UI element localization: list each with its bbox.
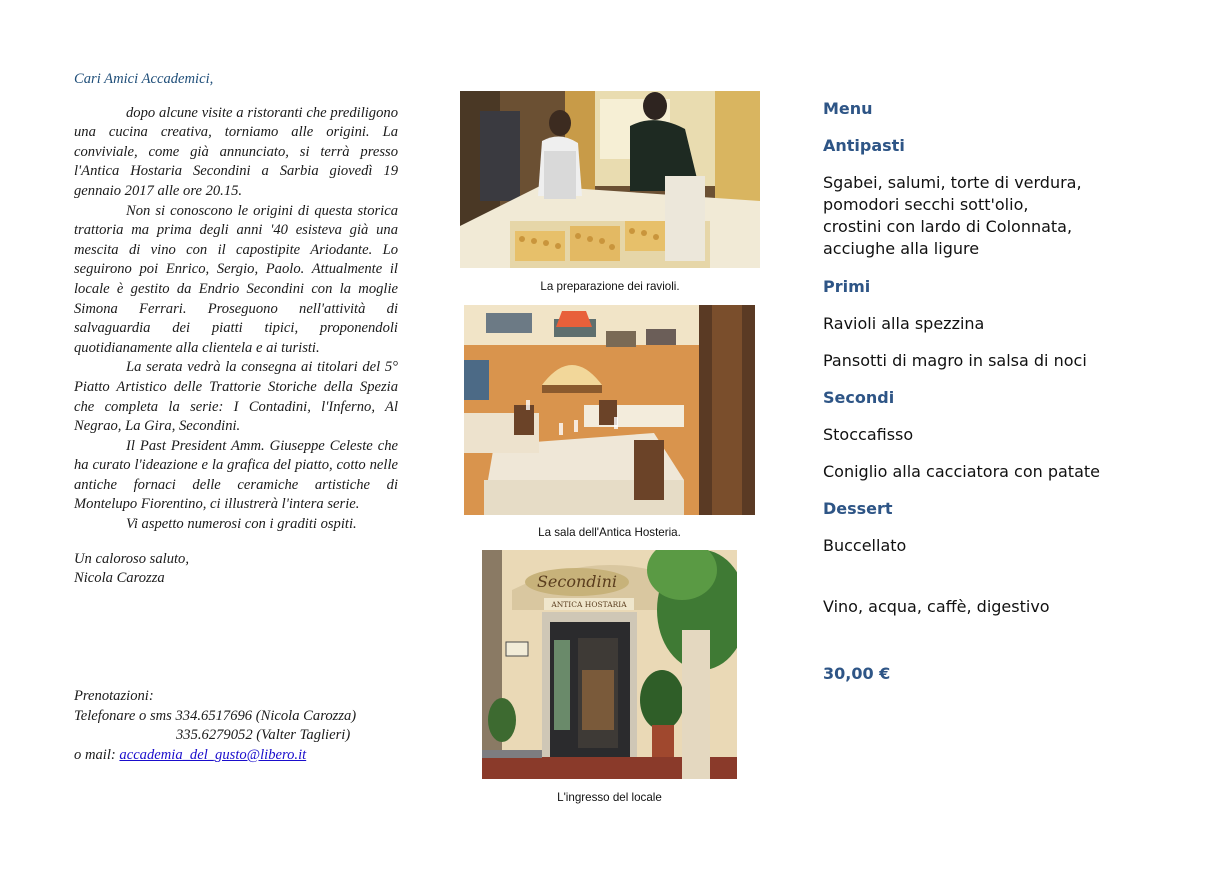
letter-closing: Un caloroso saluto, (74, 550, 189, 567)
menu-heading-secondi: Secondi (823, 388, 895, 407)
photo-entrance (482, 550, 737, 779)
menu-heading-dessert: Dessert (823, 499, 893, 518)
menu-section (823, 98, 1203, 683)
caption-dining-room: La sala dell'Antica Hosteria. (538, 526, 681, 539)
menu-item-secondi: Stoccafisso (823, 425, 914, 444)
letter-signature: Nicola Carozza (74, 570, 165, 587)
menu-drinks: Vino, acqua, caffè, digestivo (823, 597, 1050, 616)
booking-mail-link[interactable]: accademia_del_gusto@libero.it (119, 746, 307, 763)
menu-item-dessert: Buccellato (823, 536, 907, 555)
invitation-letter (74, 70, 398, 589)
menu-heading-primi: Primi (823, 277, 871, 296)
entrance-sign-sub: ANTICA HOSTARIA (551, 600, 627, 609)
menu-antipasti-line: Sgabei, salumi, torte di verdura, (823, 173, 1082, 192)
entrance-sign-name: Secondini (536, 572, 618, 591)
menu-antipasti-list (823, 172, 1203, 260)
booking-phone-2: 335.6279052 (Valter Taglieri) (176, 727, 351, 744)
booking-phone-1: Telefonare o sms 334.6517696 (Nicola Carozza) (74, 707, 357, 724)
letter-greeting: Cari Amici Accademici, (74, 71, 214, 87)
menu-item-primi: Ravioli alla spezzina (823, 314, 985, 333)
letter-paragraph: dopo alcune visite a ristoranti che prediligono una cucina creativa, torniamo alle origini. La conviviale, come già annunciato, si terrà presso l'Antica Hostaria Secondini a Sarbia giovedì 19 gennaio 2017 alle ore 20.15. (74, 104, 398, 199)
letter-paragraph: Il Past President Amm. Giuseppe Celeste che ha curato l'ideazione e la grafica del piatto, cotto nelle antiche fornaci delle ceramiche artistiche di Montelupo Fiorentino, ci illustrerà l'intera serie. (74, 437, 398, 513)
menu-item-primi: Pansotti di magro in salsa di noci (823, 351, 1087, 370)
menu-antipasti-line: crostini con lardo di Colonnata, (823, 217, 1073, 236)
menu-price: 30,00 € (823, 664, 891, 683)
menu-title: Menu (823, 99, 873, 118)
photo-dining-room (464, 305, 755, 515)
booking-mail-line (74, 746, 414, 766)
booking-title: Prenotazioni: (74, 688, 154, 704)
caption-entrance: L'ingresso del locale (557, 791, 662, 804)
letter-paragraph: Vi aspetto numerosi con i graditi ospiti. (126, 516, 357, 533)
menu-antipasti-line: pomodori secchi sott'olio, (823, 195, 1029, 214)
letter-paragraph: Non si conoscono le origini di questa storica trattoria ma prima degli anni '40 esisteva già una mescita di vino con il capostipite Ariodante. Lo seguirono poi Enrico, Sergio, Paolo. Attualmente il locale è gestito da Endrio Secondini con la moglie Simona Ferrari. Proseguono nell'attività di salvaguardia dei piatti tipici, proponendoli quotidianamente alla clientela e ai turisti. (74, 202, 398, 356)
menu-heading-antipasti: Antipasti (823, 136, 905, 155)
menu-antipasti-line: acciughe alla ligure (823, 239, 980, 258)
menu-item-secondi: Coniglio alla cacciatora con patate (823, 462, 1100, 481)
booking-mail-label: o mail: (74, 746, 116, 763)
caption-ravioli: La preparazione dei ravioli. (540, 280, 680, 293)
photo-ravioli-preparation (460, 91, 760, 268)
booking-info (74, 687, 414, 765)
letter-paragraph: La serata vedrà la consegna ai titolari del 5° Piatto Artistico delle Trattorie Storiche della Spezia che completa la serie: I Contadini, l'Inferno, Al Negrao, La Gira, Secondini. (74, 359, 398, 435)
